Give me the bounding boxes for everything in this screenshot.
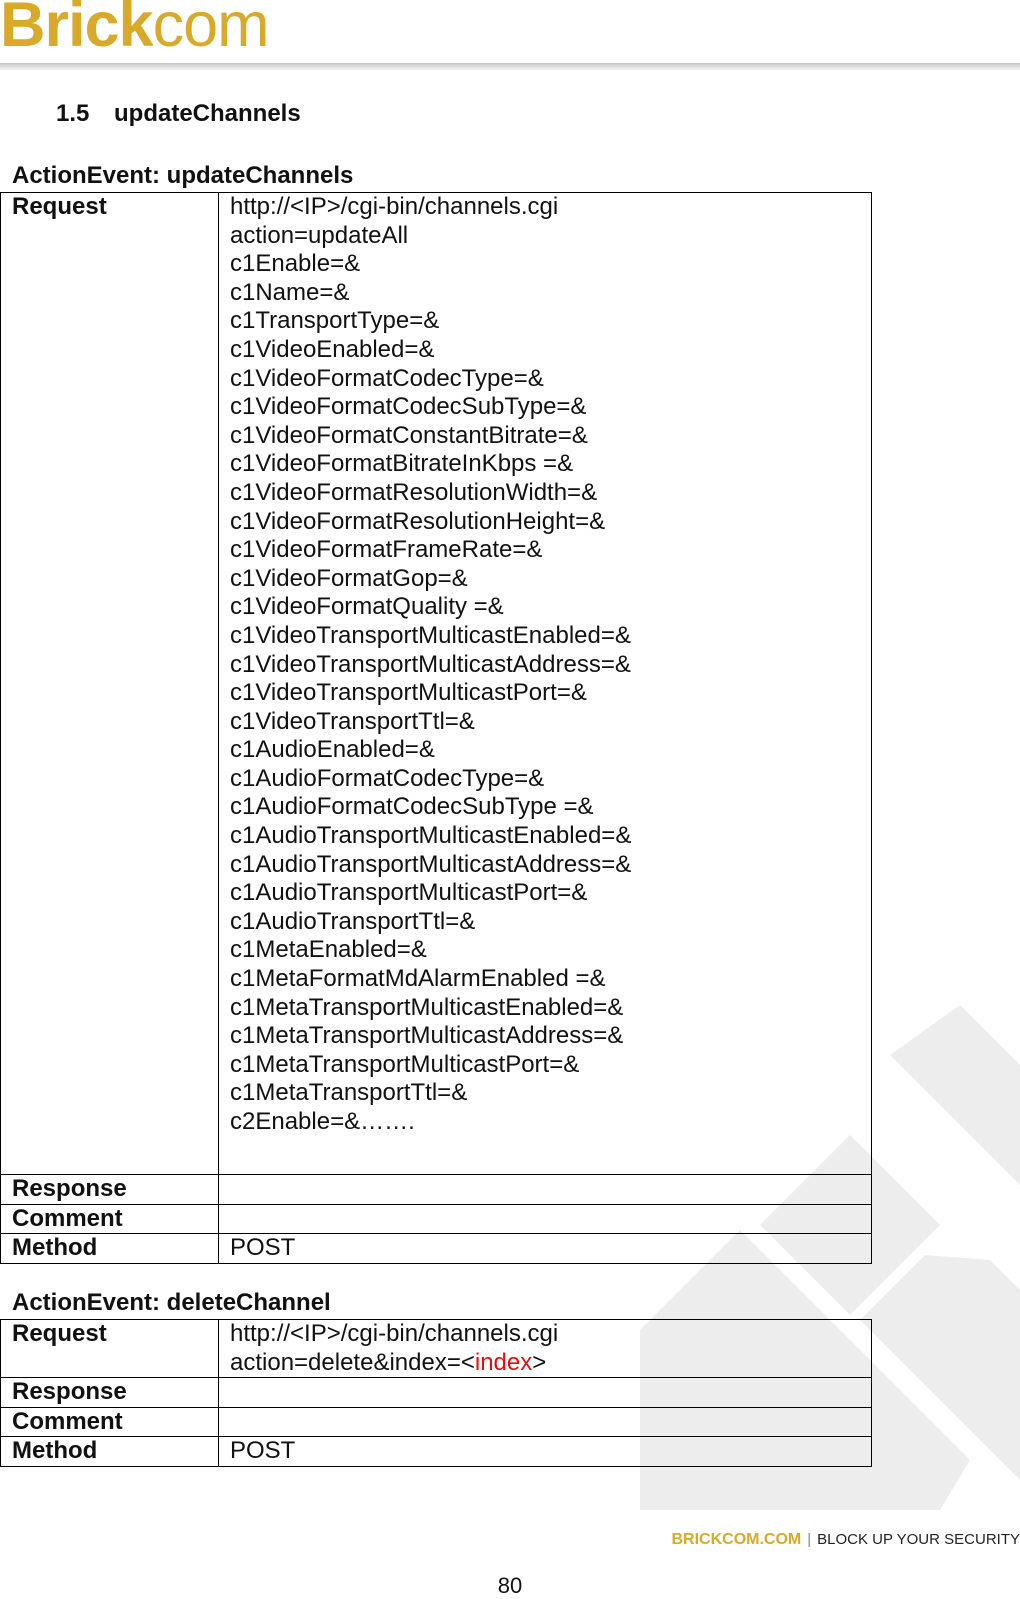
request-line: c1AudioTransportMulticastEnabled=&	[230, 822, 632, 850]
request-line: c1VideoEnabled=&	[230, 335, 435, 363]
request-line: c1Enable=&	[230, 250, 361, 278]
request-line: action=updateAll	[230, 221, 409, 249]
section-heading	[56, 100, 301, 128]
comment-row	[1, 1204, 872, 1234]
request-line: c1MetaFormatMdAlarmEnabled =&	[230, 965, 606, 993]
method-row	[1, 1234, 872, 1264]
response-value	[219, 1175, 872, 1205]
logo-text-light: com	[152, 0, 269, 60]
footer-separator: |	[807, 1531, 812, 1548]
request-line: c1VideoTransportMulticastEnabled=&	[230, 621, 631, 649]
method-label: Method	[1, 1234, 219, 1264]
footer-slogan: BLOCK UP YOUR SECURITY	[817, 1531, 1020, 1548]
method-value: POST	[219, 1437, 872, 1467]
comment-label: Comment	[1, 1407, 219, 1437]
request-line: c1AudioEnabled=&	[230, 736, 435, 764]
request-line: c2Enable=&…….	[230, 1108, 415, 1135]
request-line: c1AudioFormatCodecSubType =&	[230, 793, 594, 821]
comment-value	[219, 1204, 872, 1234]
header-divider	[0, 63, 1020, 70]
request-line: c1VideoTransportMulticastPort=&	[230, 679, 587, 707]
request-row	[1, 1320, 872, 1378]
comment-row	[1, 1407, 872, 1437]
response-row	[1, 1378, 872, 1408]
delete-channel-table	[0, 1319, 872, 1467]
request-line: c1VideoFormatResolutionWidth=&	[230, 478, 598, 506]
request-row	[1, 193, 872, 1175]
request-action	[230, 1349, 860, 1378]
request-line: c1MetaTransportMulticastEnabled=&	[230, 993, 624, 1021]
response-label: Response	[1, 1378, 219, 1408]
request-line: c1VideoFormatFrameRate=&	[230, 536, 543, 564]
request-line: c1AudioTransportTtl=&	[230, 907, 476, 935]
request-line: c1VideoFormatQuality =&	[230, 593, 504, 621]
request-lines	[230, 193, 860, 1137]
method-value: POST	[219, 1234, 872, 1264]
request-line: c1VideoFormatCodecType=&	[230, 364, 544, 392]
response-row	[1, 1175, 872, 1205]
request-label: Request	[1, 193, 219, 1175]
request-line: c1TransportType=&	[230, 307, 440, 335]
request-line: c1Name=&	[230, 278, 350, 306]
request-line: c1VideoFormatGop=&	[230, 564, 468, 592]
comment-value	[219, 1407, 872, 1437]
request-line: c1VideoTransportTtl=&	[230, 707, 475, 735]
method-label: Method	[1, 1437, 219, 1467]
request-line: http://<IP>/cgi-bin/channels.cgi	[230, 193, 559, 220]
request-line: c1VideoFormatResolutionHeight=&	[230, 507, 606, 535]
request-line: c1VideoTransportMulticastAddress=&	[230, 650, 631, 678]
footer-brand: BRICKCOM.COM	[671, 1531, 802, 1548]
request-label: Request	[1, 1320, 219, 1378]
page-number: 80	[497, 1573, 523, 1598]
request-line: c1MetaTransportMulticastAddress=&	[230, 1022, 624, 1050]
request-action-prefix: action=delete&index=<	[230, 1348, 475, 1376]
section-title: updateChannels	[114, 100, 301, 127]
request-action-suffix: >	[532, 1348, 547, 1376]
request-line: c1AudioTransportMulticastPort=&	[230, 879, 588, 907]
request-line: c1MetaTransportMulticastPort=&	[230, 1050, 580, 1078]
logo-text-bold: Brick	[0, 0, 153, 60]
request-value	[219, 1320, 872, 1378]
request-line: c1VideoFormatConstantBitrate=&	[230, 421, 588, 449]
request-line: c1VideoFormatBitrateInKbps =&	[230, 450, 574, 478]
footer-tagline	[671, 1531, 1020, 1549]
request-line: c1AudioFormatCodecType=&	[230, 764, 545, 792]
response-value	[219, 1378, 872, 1408]
response-label: Response	[1, 1175, 219, 1205]
request-index-param: index	[474, 1348, 533, 1376]
request-value	[219, 193, 872, 1175]
delete-event-title: ActionEvent: deleteChannel	[12, 1289, 331, 1316]
brickcom-logo	[0, 0, 269, 60]
request-line: c1VideoFormatCodecSubType=&	[230, 393, 587, 421]
update-channels-table	[0, 192, 872, 1264]
section-number: 1.5	[56, 100, 90, 127]
comment-label: Comment	[1, 1204, 219, 1234]
update-event-title: ActionEvent: updateChannels	[12, 162, 354, 189]
request-line: c1MetaTransportTtl=&	[230, 1079, 468, 1107]
request-url: http://<IP>/cgi-bin/channels.cgi	[230, 1320, 559, 1347]
request-line: c1MetaEnabled=&	[230, 936, 427, 964]
request-line: c1AudioTransportMulticastAddress=&	[230, 850, 632, 878]
method-row	[1, 1437, 872, 1467]
